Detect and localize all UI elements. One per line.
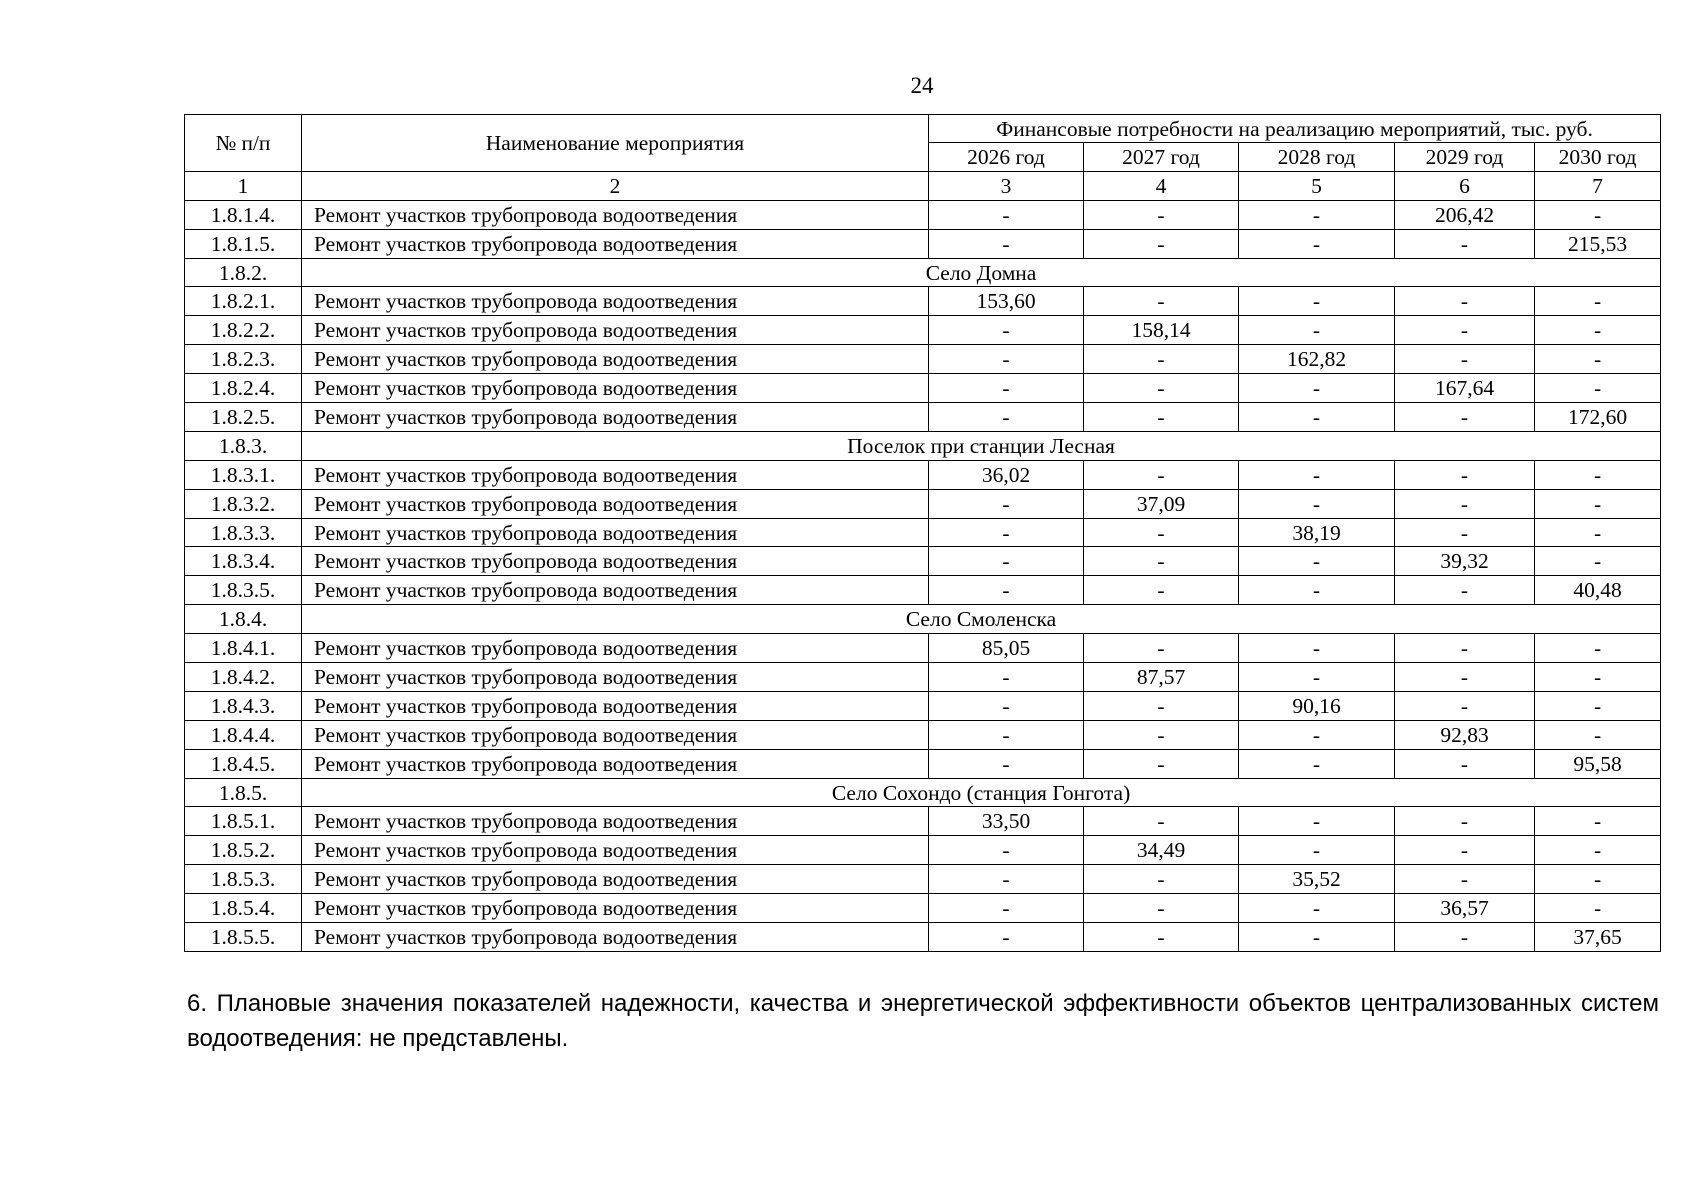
header-num: № п/п (185, 115, 302, 172)
amount-cell: 215,53 (1535, 229, 1661, 258)
row-number: 1.8.5.5. (185, 923, 302, 952)
row-number: 1.8.5.3. (185, 865, 302, 894)
amount-cell: - (1239, 720, 1395, 749)
amount-cell: - (929, 691, 1084, 720)
amount-cell: - (1239, 749, 1395, 778)
amount-cell: 37,09 (1084, 489, 1239, 518)
amount-cell: - (1535, 345, 1661, 374)
header-year: 2029 год (1395, 143, 1535, 172)
activity-name: Ремонт участков трубопровода водоотведения (302, 836, 929, 865)
column-number: 5 (1239, 171, 1395, 200)
table-row (185, 720, 1661, 749)
amount-cell: - (1395, 691, 1535, 720)
amount-cell: - (929, 518, 1084, 547)
header-financing-group: Финансовые потребности на реализацию мероприятий, тыс. руб. (929, 115, 1661, 143)
amount-cell: 162,82 (1239, 345, 1395, 374)
amount-cell: - (929, 200, 1084, 229)
row-number: 1.8.3.4. (185, 547, 302, 576)
amount-cell: - (1239, 836, 1395, 865)
amount-cell: - (1084, 865, 1239, 894)
row-number: 1.8.5. (185, 778, 302, 807)
amount-cell: 206,42 (1395, 200, 1535, 229)
amount-cell: 36,02 (929, 460, 1084, 489)
column-numbers-row (185, 171, 1661, 200)
row-number: 1.8.4. (185, 605, 302, 634)
table-row (185, 691, 1661, 720)
amount-cell: - (1535, 374, 1661, 403)
page-number: 24 (910, 73, 934, 98)
amount-cell: - (1084, 894, 1239, 923)
amount-cell: - (1239, 287, 1395, 316)
amount-cell: - (1535, 836, 1661, 865)
activity-name: Ремонт участков трубопровода водоотведения (302, 894, 929, 923)
activity-name: Ремонт участков трубопровода водоотведения (302, 547, 929, 576)
row-number: 1.8.2. (185, 258, 302, 287)
group-title: Село Смоленска (302, 605, 1661, 634)
activity-name: Ремонт участков трубопровода водоотведения (302, 749, 929, 778)
amount-cell: - (929, 865, 1084, 894)
row-number: 1.8.2.1. (185, 287, 302, 316)
amount-cell: - (1084, 807, 1239, 836)
amount-cell: - (929, 316, 1084, 345)
table-row (185, 345, 1661, 374)
amount-cell: - (1535, 807, 1661, 836)
amount-cell: - (1239, 894, 1395, 923)
table-row (185, 316, 1661, 345)
table-row (185, 200, 1661, 229)
section-6-paragraph: 6. Плановые значения показателей надежности, качества и энергетической эффективности объектов централизованных систем водоотведения: не представлены. (187, 990, 1659, 1052)
group-title: Село Сохондо (станция Гонгота) (302, 778, 1661, 807)
amount-cell: - (1535, 489, 1661, 518)
amount-cell: - (929, 720, 1084, 749)
activity-name: Ремонт участков трубопровода водоотведения (302, 345, 929, 374)
table-row (185, 634, 1661, 663)
amount-cell: - (1084, 200, 1239, 229)
activity-name: Ремонт участков трубопровода водоотведения (302, 374, 929, 403)
table-row (185, 460, 1661, 489)
amount-cell: - (1395, 518, 1535, 547)
amount-cell: - (1535, 663, 1661, 692)
amount-cell: - (1239, 576, 1395, 605)
amount-cell: - (1239, 489, 1395, 518)
row-number: 1.8.2.4. (185, 374, 302, 403)
amount-cell: 37,65 (1535, 923, 1661, 952)
amount-cell: - (1239, 229, 1395, 258)
amount-cell: - (1239, 807, 1395, 836)
amount-cell: - (1395, 229, 1535, 258)
group-title: Село Домна (302, 258, 1661, 287)
table-row (185, 923, 1661, 952)
activity-name: Ремонт участков трубопровода водоотведения (302, 865, 929, 894)
row-number: 1.8.5.1. (185, 807, 302, 836)
table-row (185, 403, 1661, 432)
amount-cell: - (1535, 634, 1661, 663)
activity-name: Ремонт участков трубопровода водоотведения (302, 460, 929, 489)
column-number: 7 (1535, 171, 1661, 200)
amount-cell: - (1084, 749, 1239, 778)
table-row (185, 229, 1661, 258)
amount-cell: - (929, 374, 1084, 403)
amount-cell: - (1239, 460, 1395, 489)
amount-cell: - (1395, 836, 1535, 865)
group-title: Поселок при станции Лесная (302, 431, 1661, 460)
row-number: 1.8.3. (185, 431, 302, 460)
row-number: 1.8.4.4. (185, 720, 302, 749)
amount-cell: - (929, 576, 1084, 605)
row-number: 1.8.5.2. (185, 836, 302, 865)
row-number: 1.8.2.2. (185, 316, 302, 345)
amount-cell: - (1239, 923, 1395, 952)
amount-cell: - (1535, 894, 1661, 923)
amount-cell: - (929, 229, 1084, 258)
amount-cell: 38,19 (1239, 518, 1395, 547)
column-number: 4 (1084, 171, 1239, 200)
amount-cell: - (929, 489, 1084, 518)
activity-name: Ремонт участков трубопровода водоотведения (302, 316, 929, 345)
amount-cell: 95,58 (1535, 749, 1661, 778)
amount-cell: - (1084, 518, 1239, 547)
amount-cell: - (1084, 403, 1239, 432)
table-row (185, 374, 1661, 403)
column-number: 6 (1395, 171, 1535, 200)
activity-name: Ремонт участков трубопровода водоотведения (302, 229, 929, 258)
amount-cell: - (1395, 460, 1535, 489)
row-number: 1.8.3.2. (185, 489, 302, 518)
activity-name: Ремонт участков трубопровода водоотведения (302, 403, 929, 432)
financing-table (184, 114, 1661, 952)
amount-cell: - (1084, 345, 1239, 374)
group-row (185, 605, 1661, 634)
table-row (185, 663, 1661, 692)
amount-cell: - (1239, 200, 1395, 229)
amount-cell: - (1084, 287, 1239, 316)
header-name: Наименование мероприятия (302, 115, 929, 172)
amount-cell: - (1395, 345, 1535, 374)
amount-cell: - (929, 923, 1084, 952)
amount-cell: - (1084, 634, 1239, 663)
table-row (185, 489, 1661, 518)
amount-cell: 153,60 (929, 287, 1084, 316)
activity-name: Ремонт участков трубопровода водоотведения (302, 518, 929, 547)
amount-cell: - (1535, 200, 1661, 229)
amount-cell: 90,16 (1239, 691, 1395, 720)
header-year: 2030 год (1535, 143, 1661, 172)
amount-cell: - (929, 749, 1084, 778)
table-row (185, 547, 1661, 576)
activity-name: Ремонт участков трубопровода водоотведения (302, 489, 929, 518)
amount-cell: - (1535, 720, 1661, 749)
column-number: 3 (929, 171, 1084, 200)
amount-cell: - (1395, 634, 1535, 663)
row-number: 1.8.3.1. (185, 460, 302, 489)
header-year: 2027 год (1084, 143, 1239, 172)
amount-cell: - (1239, 547, 1395, 576)
amount-cell: 87,57 (1084, 663, 1239, 692)
table-row (185, 894, 1661, 923)
activity-name: Ремонт участков трубопровода водоотведения (302, 807, 929, 836)
amount-cell: - (1395, 865, 1535, 894)
amount-cell: - (1084, 576, 1239, 605)
amount-cell: - (1395, 287, 1535, 316)
row-number: 1.8.4.1. (185, 634, 302, 663)
amount-cell: 158,14 (1084, 316, 1239, 345)
amount-cell: - (1395, 663, 1535, 692)
amount-cell: - (1395, 749, 1535, 778)
amount-cell: - (1239, 663, 1395, 692)
table-row (185, 865, 1661, 894)
amount-cell: 92,83 (1395, 720, 1535, 749)
column-number: 2 (302, 171, 929, 200)
row-number: 1.8.2.3. (185, 345, 302, 374)
table-row (185, 749, 1661, 778)
amount-cell: - (929, 403, 1084, 432)
amount-cell: - (1084, 460, 1239, 489)
activity-name: Ремонт участков трубопровода водоотведения (302, 634, 929, 663)
amount-cell: - (1395, 576, 1535, 605)
activity-name: Ремонт участков трубопровода водоотведения (302, 663, 929, 692)
amount-cell: 34,49 (1084, 836, 1239, 865)
row-number: 1.8.4.2. (185, 663, 302, 692)
amount-cell: - (1084, 720, 1239, 749)
group-row (185, 258, 1661, 287)
amount-cell: - (1535, 691, 1661, 720)
activity-name: Ремонт участков трубопровода водоотведения (302, 287, 929, 316)
amount-cell: 35,52 (1239, 865, 1395, 894)
table-row (185, 576, 1661, 605)
table-row (185, 807, 1661, 836)
header-row (185, 115, 1661, 143)
amount-cell: - (1084, 691, 1239, 720)
row-number: 1.8.3.5. (185, 576, 302, 605)
amount-cell: - (1535, 518, 1661, 547)
amount-cell: - (1395, 489, 1535, 518)
row-number: 1.8.5.4. (185, 894, 302, 923)
amount-cell: - (1084, 374, 1239, 403)
amount-cell: - (1535, 460, 1661, 489)
activity-name: Ремонт участков трубопровода водоотведения (302, 691, 929, 720)
amount-cell: - (1239, 634, 1395, 663)
activity-name: Ремонт участков трубопровода водоотведения (302, 576, 929, 605)
table-row (185, 836, 1661, 865)
amount-cell: - (1084, 923, 1239, 952)
amount-cell: - (1535, 316, 1661, 345)
amount-cell: - (1239, 403, 1395, 432)
activity-name: Ремонт участков трубопровода водоотведения (302, 720, 929, 749)
amount-cell: 39,32 (1395, 547, 1535, 576)
amount-cell: - (929, 345, 1084, 374)
table-row (185, 518, 1661, 547)
column-number: 1 (185, 171, 302, 200)
row-number: 1.8.2.5. (185, 403, 302, 432)
amount-cell: - (1395, 403, 1535, 432)
group-row (185, 778, 1661, 807)
amount-cell: - (929, 663, 1084, 692)
row-number: 1.8.4.3. (185, 691, 302, 720)
table-row (185, 287, 1661, 316)
activity-name: Ремонт участков трубопровода водоотведения (302, 923, 929, 952)
amount-cell: - (929, 894, 1084, 923)
amount-cell: 40,48 (1535, 576, 1661, 605)
amount-cell: - (1535, 547, 1661, 576)
amount-cell: - (1239, 316, 1395, 345)
amount-cell: - (1084, 229, 1239, 258)
amount-cell: - (1395, 316, 1535, 345)
amount-cell: 36,57 (1395, 894, 1535, 923)
amount-cell: - (1535, 287, 1661, 316)
amount-cell: 33,50 (929, 807, 1084, 836)
amount-cell: 85,05 (929, 634, 1084, 663)
amount-cell: - (929, 836, 1084, 865)
amount-cell: - (1084, 547, 1239, 576)
group-row (185, 431, 1661, 460)
amount-cell: - (1395, 923, 1535, 952)
amount-cell: - (1535, 865, 1661, 894)
row-number: 1.8.1.4. (185, 200, 302, 229)
row-number: 1.8.4.5. (185, 749, 302, 778)
amount-cell: - (1395, 807, 1535, 836)
amount-cell: - (929, 547, 1084, 576)
amount-cell: - (1239, 374, 1395, 403)
activity-name: Ремонт участков трубопровода водоотведения (302, 200, 929, 229)
header-year: 2028 год (1239, 143, 1395, 172)
row-number: 1.8.3.3. (185, 518, 302, 547)
row-number: 1.8.1.5. (185, 229, 302, 258)
amount-cell: 172,60 (1535, 403, 1661, 432)
amount-cell: 167,64 (1395, 374, 1535, 403)
header-year: 2026 год (929, 143, 1084, 172)
